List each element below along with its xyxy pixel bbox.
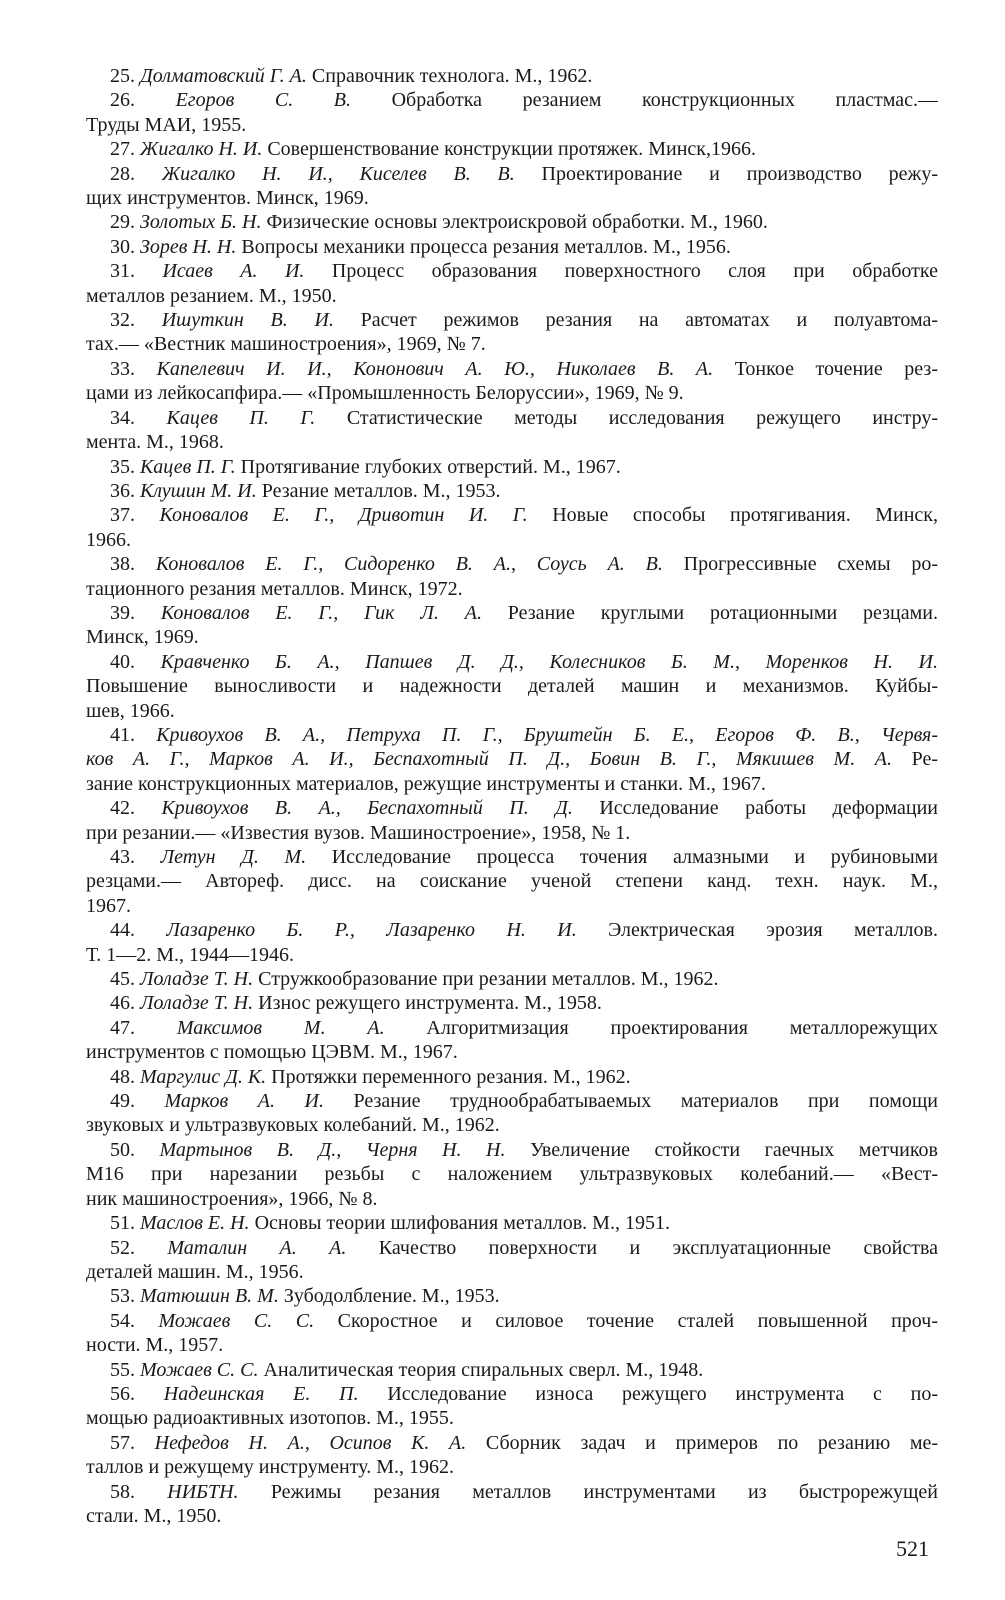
reference-text: цами из лейкосапфира.— «Промышленность Белоруссии», 1969, № 9. [86,382,684,405]
reference-item [86,650,938,723]
reference-item [86,918,938,967]
reference-line [86,1333,938,1357]
reference-authors: Надеинская Е. П. [163,1382,359,1405]
reference-line [110,137,938,161]
reference-authors: Егоров С. В. [175,89,351,112]
reference-text: Труды МАИ, 1955. [86,113,247,136]
reference-text: Повышение выносливости и надежности деталей машин и механизмов. Куйбы- [86,675,938,698]
reference-line [110,967,938,991]
reference-number: 26. [110,89,135,112]
reference-text: Исследование износа режущего инструмента с по- [358,1382,938,1405]
reference-item [110,455,938,479]
reference-item [86,845,938,918]
reference-text: Статистические методы исследования режущего инстру- [315,406,938,429]
reference-text: резцами.— Автореф. дисс. на соискание ученой степени канд. техн. наук. М., [86,870,938,893]
reference-text: Новые способы протягивания. Минск, [527,504,938,527]
reference-authors: Долматовский Г. А. [140,65,307,87]
reference-text: Резание труднообрабатываемых материалов при помощи [323,1090,938,1113]
reference-line [86,186,938,210]
reference-line [110,918,938,942]
reference-authors: Лоладзе Т. Н. [140,968,254,991]
reference-item [86,357,938,406]
reference-authors: Маслов Е. Н. [140,1212,250,1235]
reference-item [110,991,938,1015]
reference-line [110,406,938,430]
reference-text: Минск, 1969. [86,626,199,649]
reference-item [86,1016,938,1065]
reference-authors: Кривоухов В. А., Беспахотный П. Д. [161,797,573,820]
reference-line [86,284,938,308]
reference-line [110,601,938,625]
reference-authors: Коновалов Е. Г., Сидоренко В. А., Соусь А. В. [155,553,663,576]
reference-text: Обработка резанием конструкционных пластмас.— [351,89,938,112]
reference-text: зание конструкционных материалов, режущие инструменты и станки. М., 1967. [86,772,766,795]
reference-line [110,64,938,88]
reference-item [110,1211,938,1235]
reference-item [86,259,938,308]
reference-line [110,88,938,112]
reference-number: 47. [110,1016,135,1039]
reference-item [86,406,938,455]
reference-number: 42. [110,797,135,820]
reference-text: мощью радиоактивных изотопов. М., 1955. [86,1407,454,1430]
reference-text: Тонкое точение рез- [713,357,938,380]
reference-text: Электрическая эрозия металлов. [576,919,938,942]
reference-text: Резание круглыми ротационными резцами. [481,601,938,624]
reference-text: Режимы резания металлов инструментами из быстрорежущей [238,1480,938,1503]
reference-text: 1967. [86,894,131,917]
reference-number: 28. [110,162,135,185]
reference-number: 55. [110,1358,135,1381]
reference-authors: Маргулис Д. К. [140,1065,267,1088]
reference-authors: Кравченко Б. А., Папшев Д. Д., Колесников Б. М., Моренков Н. И. [160,650,938,673]
reference-line [86,943,938,967]
reference-authors: Кацев П. Г. [166,406,316,429]
reference-text: Алгоритмизация проектирования металлорежущих [384,1016,938,1039]
reference-line [86,625,938,649]
reference-item [86,88,938,137]
reference-number: 46. [110,992,135,1015]
reference-authors: Лоладзе Т. Н. [140,992,254,1015]
reference-item [86,1236,938,1285]
reference-text: Исследование работы деформации [572,797,938,820]
reference-line [86,1162,938,1186]
reference-text: Проектирование и производство режу- [514,162,938,185]
reference-item [86,1138,938,1211]
reference-authors: Матюшин В. М. [140,1285,279,1308]
reference-number: 57. [110,1431,135,1454]
reference-number: 41. [110,723,135,746]
reference-number: 40. [110,650,135,673]
reference-authors: Можаев С. С. [158,1309,315,1332]
reference-text: стали. М., 1950. [86,1504,222,1527]
reference-item [110,1284,938,1308]
reference-authors: Мартынов В. Д., Черня Н. Н. [159,1138,506,1161]
reference-authors: Жигалко Н. И. [140,138,263,161]
reference-number: 45. [110,968,135,991]
reference-line [110,479,938,503]
reference-authors: ков А. Г., Марков А. И., Беспахотный П. Д., Бовин В. Г., Мякишев М. А. [86,748,892,771]
reference-text: Процесс образования поверхностного слоя при обработке [304,260,938,283]
reference-line [86,772,938,796]
reference-number: 31. [110,260,135,283]
reference-authors: НИБТН. [167,1480,239,1503]
reference-line [110,259,938,283]
reference-line [110,1431,938,1455]
reference-item [110,967,938,991]
reference-authors: Исаев А. И. [162,260,305,283]
reference-line [86,869,938,893]
reference-text: Расчет режимов резания на автоматах и полуавтома- [333,309,938,332]
reference-line [110,1284,938,1308]
reference-text: 1966. [86,528,131,551]
reference-authors: Капелевич И. И., Кононович А. Ю., Николаев В. А. [156,357,714,380]
reference-item [110,1065,938,1089]
reference-number: 36. [110,479,135,502]
reference-text: тах.— «Вестник машиностроения», 1969, № 7. [86,333,486,356]
reference-item [110,64,938,88]
reference-line [110,503,938,527]
reference-line [86,528,938,552]
reference-number: 54. [110,1309,135,1332]
reference-line [110,552,938,576]
reference-line [86,430,938,454]
reference-line [86,577,938,601]
reference-text: ности. М., 1957. [86,1334,224,1357]
reference-authors: Кривоухов В. А., Петруха П. Г., Бруштейн Б. Е., Егоров Ф. В., Червя- [156,723,938,746]
reference-line [110,210,938,234]
reference-item [86,1480,938,1529]
reference-line [110,235,938,259]
reference-text: Справочник технолога. М., 1962. [306,65,593,87]
reference-line [86,821,938,845]
reference-number: 39. [110,601,135,624]
reference-line [110,1358,938,1382]
reference-text: Ре- [892,748,938,771]
reference-text: Качество поверхности и эксплуатационные свойства [346,1236,938,1259]
reference-line [110,1016,938,1040]
reference-line [86,1113,938,1137]
reference-line [110,723,938,747]
reference-item [86,162,938,211]
reference-line [86,674,938,698]
reference-number: 29. [110,211,135,234]
reference-number: 27. [110,138,135,161]
reference-text: мента. М., 1968. [86,431,224,454]
reference-item [86,1089,938,1138]
reference-text: ник машиностроения», 1966, № 8. [86,1187,378,1210]
reference-number: 34. [110,406,135,429]
reference-line [110,991,938,1015]
reference-line [86,894,938,918]
reference-authors: Клушин М. И. [140,479,257,502]
reference-item [86,796,938,845]
reference-authors: Золотых Б. Н. [140,211,262,234]
reference-number: 38. [110,553,135,576]
reference-number: 37. [110,504,135,527]
reference-text: Стружкообразование при резании металлов. М., 1962. [253,968,719,991]
reference-line [110,308,938,332]
reference-line [110,1065,938,1089]
reference-item [86,1309,938,1358]
reference-line [110,796,938,820]
reference-line [110,1480,938,1504]
reference-number: 50. [110,1138,135,1161]
reference-line [110,1138,938,1162]
reference-number: 51. [110,1212,135,1235]
reference-line [110,650,938,674]
reference-number: 53. [110,1285,135,1308]
reference-line [110,1089,938,1113]
reference-line [86,747,938,771]
reference-text: Скоростное и силовое точение сталей повышенной проч- [314,1309,938,1332]
reference-number: 32. [110,309,135,332]
reference-line [110,1211,938,1235]
reference-line [86,699,938,723]
reference-authors: Максимов М. А. [176,1016,385,1039]
reference-text: Протягивание глубоких отверстий. М., 1967. [235,455,621,478]
reference-authors: Жигалко Н. И., Киселев В. В. [161,162,515,185]
reference-text: шев, 1966. [86,699,175,722]
reference-authors: Можаев С. С. [140,1358,259,1381]
reference-text: Основы теории шлифования металлов. М., 1951. [249,1212,670,1235]
reference-text: Прогрессивные схемы ро- [662,553,938,576]
reference-authors: Маталин А. А. [167,1236,347,1259]
reference-line [86,1406,938,1430]
reference-authors: Коновалов Е. Г., Дривотин И. Г. [159,504,528,527]
reference-text: Износ режущего инструмента. М., 1958. [253,992,602,1015]
reference-number: 52. [110,1236,135,1259]
reference-text: тационного резания металлов. Минск, 1972. [86,577,463,600]
reference-text: Т. 1—2. М., 1944—1946. [86,943,294,966]
reference-text: Исследование процесса точения алмазными и рубиновыми [306,846,938,868]
reference-item [110,210,938,234]
reference-number: 25. [110,65,135,87]
reference-text: Совершенствование конструкции протяжек. Минск,1966. [262,138,756,161]
reference-line [86,1040,938,1064]
reference-line [110,1382,938,1406]
reference-text: при резании.— «Известия вузов. Машиностроение», 1958, № 1. [86,821,631,844]
reference-line [86,1187,938,1211]
reference-text: инструментов с помощью ЦЭВМ. М., 1967. [86,1041,458,1064]
reference-text: Сборник задач и примеров по резанию ме- [466,1431,938,1454]
reference-number: 33. [110,357,135,380]
reference-authors: Летун Д. М. [160,846,307,868]
reference-item [110,235,938,259]
reference-number: 30. [110,235,135,258]
reference-line [110,845,938,869]
reference-line [110,357,938,381]
reference-text: таллов и режущему инструменту. М., 1962. [86,1456,455,1479]
reference-text: М16 при нарезании резьбы с наложением ультразвуковых колебаний.— «Вест- [86,1163,938,1186]
reference-line [86,1455,938,1479]
reference-authors: Нефедов Н. А., Осипов К. А. [154,1431,467,1454]
reference-authors: Зорев Н. Н. [140,235,237,258]
reference-text: Физические основы электроискровой обработки. М., 1960. [261,211,768,234]
reference-text: щих инструментов. Минск, 1969. [86,187,369,210]
reference-line [86,113,938,137]
page-number: 521 [896,1536,929,1561]
reference-item [110,479,938,503]
reference-item [86,552,938,601]
reference-authors: Коновалов Е. Г., Гик Л. А. [160,601,482,624]
reference-item [86,723,938,796]
reference-authors: Ишуткин В. И. [161,309,334,332]
reference-text: деталей машин. М., 1956. [86,1260,304,1283]
reference-line [110,1309,938,1333]
reference-line [86,1260,938,1284]
reference-line [86,332,938,356]
reference-list [86,64,938,1528]
reference-text: Протяжки переменного резания. М., 1962. [266,1065,631,1088]
reference-item [110,1358,938,1382]
reference-number: 44. [110,919,135,942]
reference-line [110,162,938,186]
reference-authors: Лазаренко Б. Р., Лазаренко Н. И. [166,919,577,942]
reference-text: Зубодолбление. М., 1953. [278,1285,500,1308]
reference-authors: Марков А. И. [164,1090,324,1113]
reference-number: 56. [110,1382,135,1405]
reference-item [110,137,938,161]
reference-line [110,455,938,479]
reference-number: 48. [110,1065,135,1088]
reference-text: Резание металлов. М., 1953. [256,479,501,502]
reference-number: 58. [110,1480,135,1503]
reference-authors: Кацев П. Г. [140,455,236,478]
reference-item [86,1431,938,1480]
reference-line [110,1236,938,1260]
reference-number: 49. [110,1090,135,1113]
reference-line [86,1504,938,1528]
reference-line [86,381,938,405]
reference-text: металлов резанием. М., 1950. [86,284,337,307]
reference-text: звуковых и ультразвуковых колебаний. М., 1962. [86,1114,500,1137]
reference-text: Увеличение стойкости гаечных метчиков [505,1138,938,1161]
reference-number: 35. [110,455,135,478]
reference-item [86,1382,938,1431]
reference-text: Аналитическая теория спиральных сверл. М., 1948. [258,1358,704,1381]
reference-item [86,601,938,650]
reference-item [86,503,938,552]
reference-item [86,308,938,357]
reference-number: 43. [110,846,135,868]
reference-text: Вопросы механики процесса резания металлов. М., 1956. [236,235,731,258]
